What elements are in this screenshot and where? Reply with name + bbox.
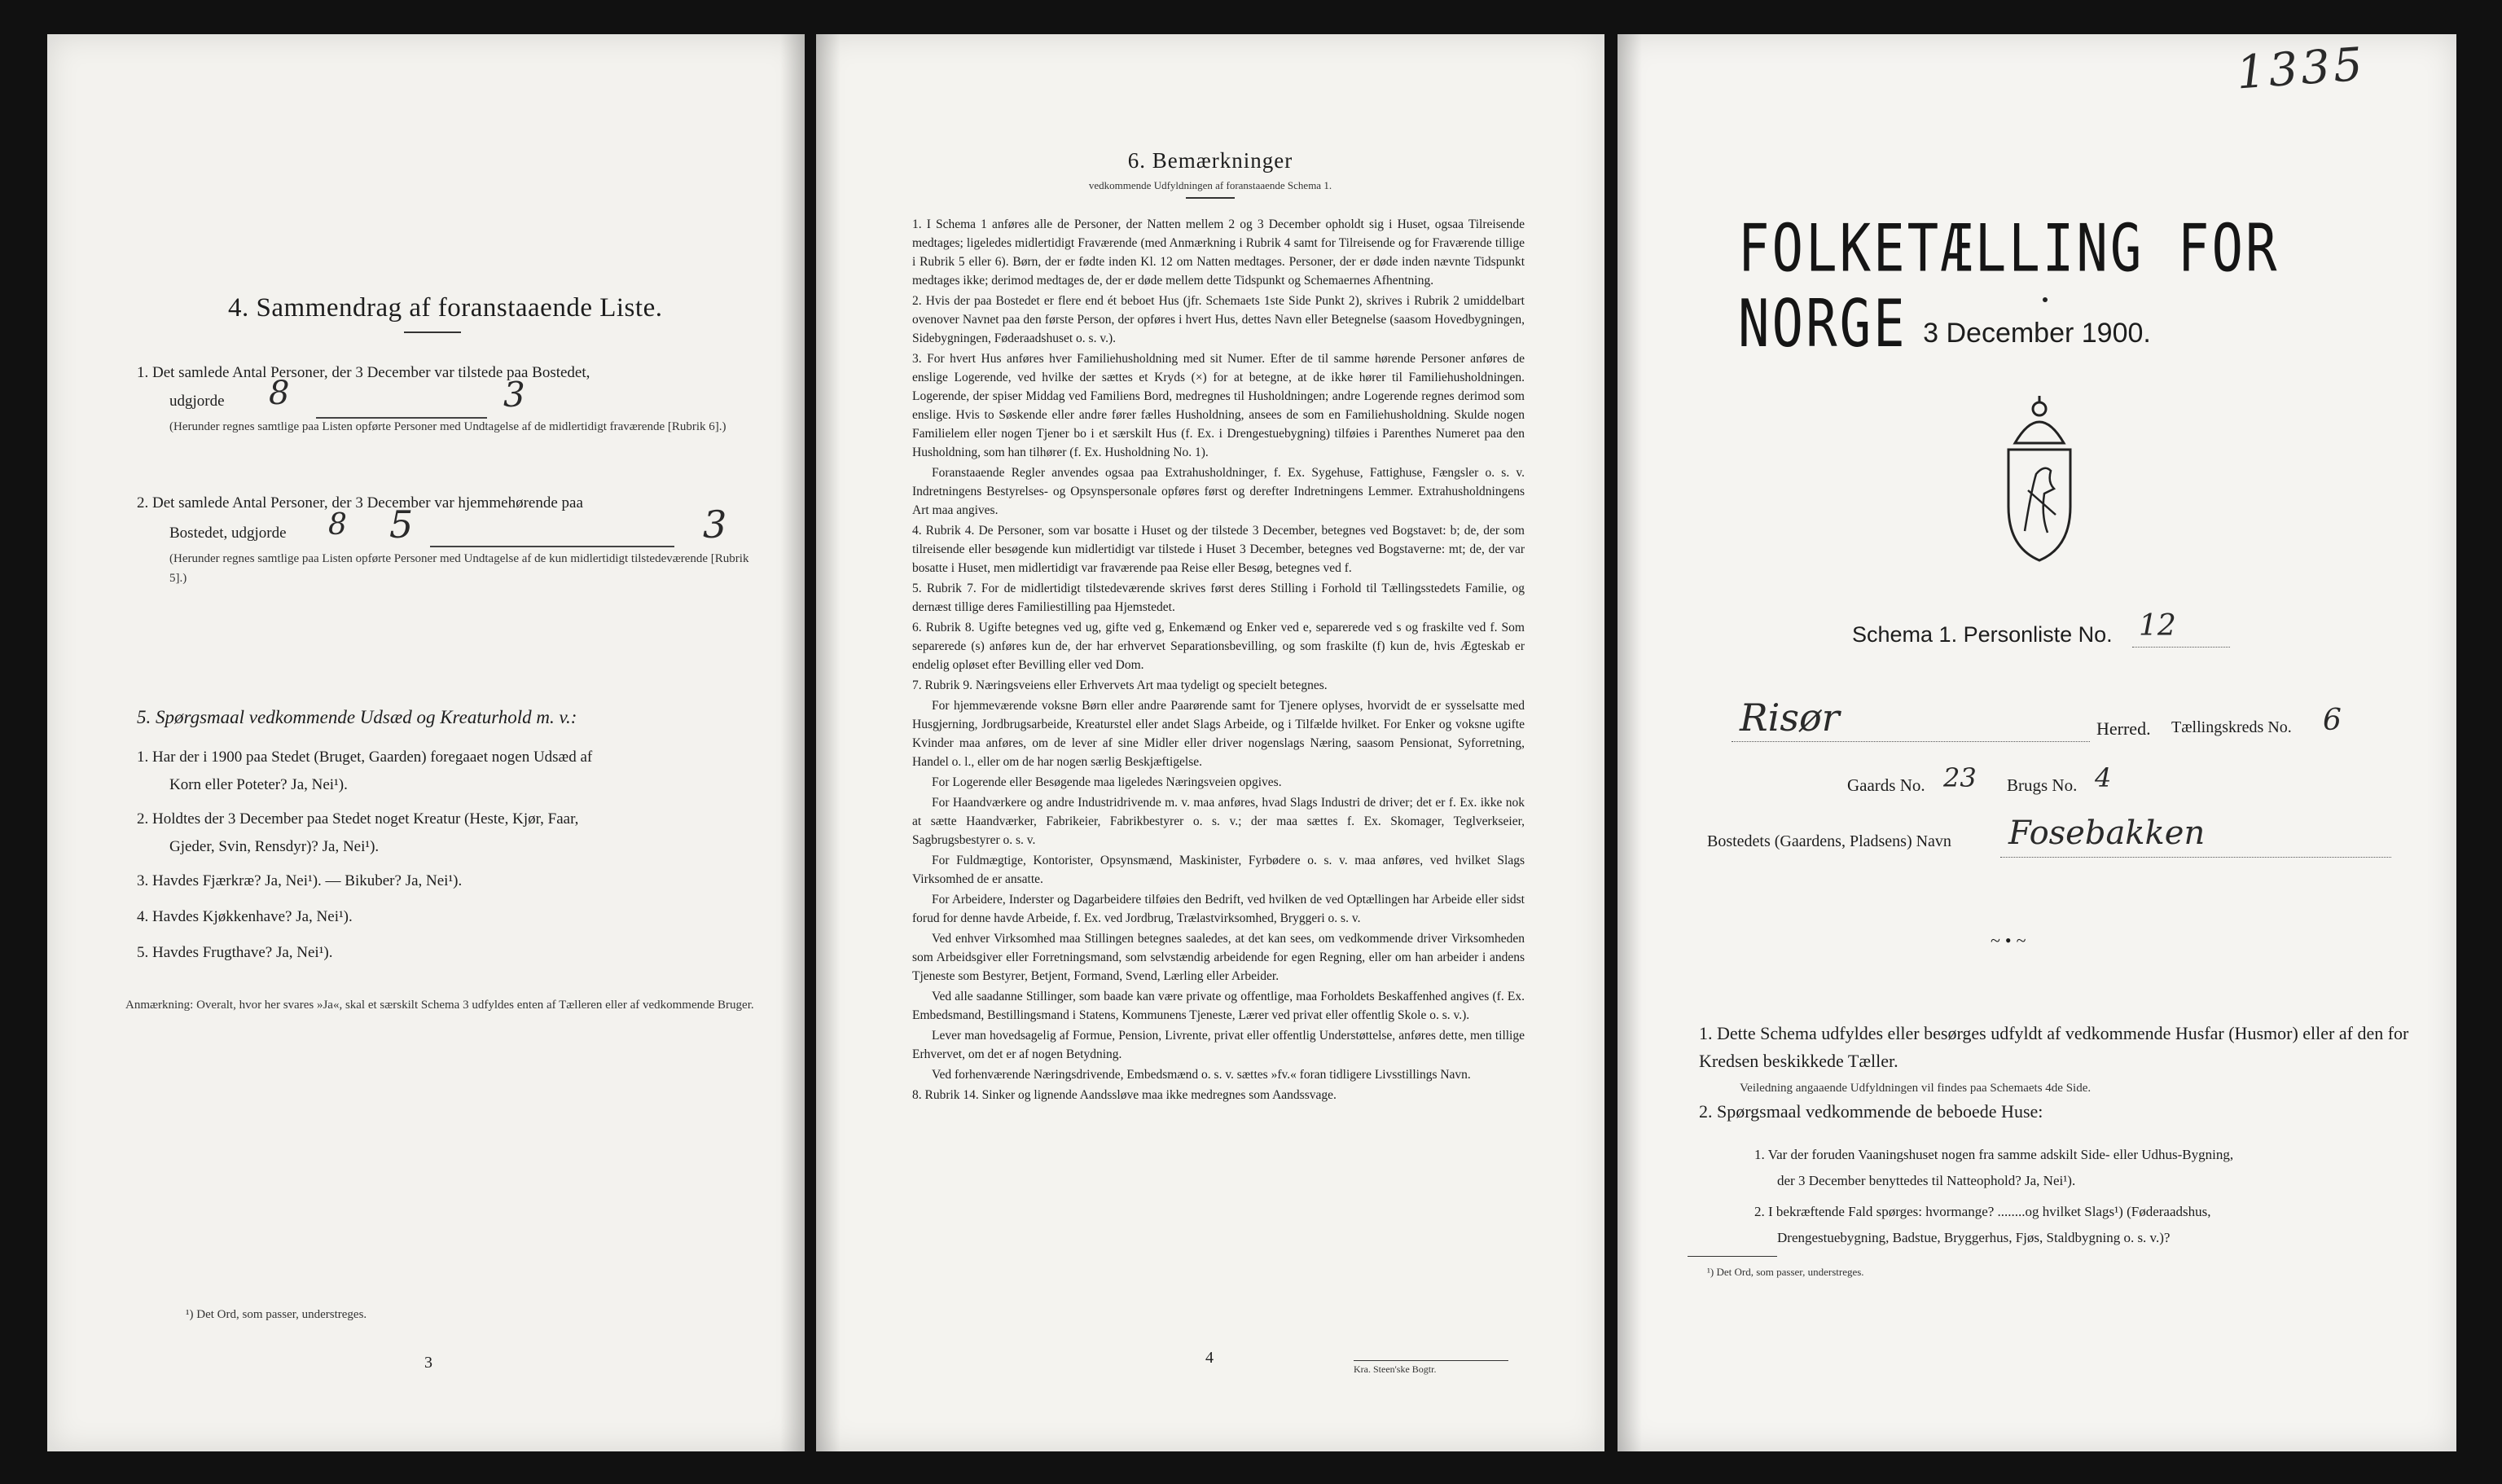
fill-line [1732, 741, 2090, 742]
summary-title: 4. Sammendrag af foranstaaende Liste. [228, 293, 663, 323]
printer-credit: Kra. Steen'ske Bogtr. [1354, 1363, 1437, 1375]
remark-7-e: For Arbeidere, Inderster og Dagarbeidere tilføies den Bedrift, ved hvilken de ved Optællingen har Arbeide eller sidst forud for denne havde Arbeide, f. Ex. ved Jordbrug, Trælastvirksomhed, Bryggeri o. s. v. [912, 893, 1525, 925]
remark-7-f: Ved enhver Virksomhed maa Stillingen betegnes saaledes, at det kan sees, om vedkommende driver Virksomheden som Arbeidsgiver eller Forretningsmand, som selvstændig arbeidende for egen Regning, eller om han arbeider i andens Tjeneste som Bestyrer, Betjent, Formand, Svend, Lærling eller Arbeider. [912, 932, 1525, 983]
summary-item-2-note: (Herunder regnes samtlige paa Listen opførte Personer med Undtagelse af de kun midlertidigt tilstedeværende [Rubrik 5].) [169, 552, 749, 585]
page-middle [816, 34, 1604, 1451]
coat-of-arms-icon [1991, 393, 2088, 564]
form-title: FOLKETÆLLING FOR NORGE [1738, 212, 2280, 362]
kreds-number: 6 [2323, 704, 2342, 737]
livestock-q2: 2. Holdtes der 3 December paa Stedet noget Kreatur (Heste, Kjør, Faar, [137, 810, 579, 828]
remark-4: 4. Rubrik 4. De Personer, som var bosatte i Huset og der tilstede 3 December, betegnes ved Bogstavet: b; de, der som tilreisende eller besøgende kun midlertidigt var tilstede i Huset 3 December, betegnes ved Bogstaverne: mt; de, der var bosatte i Huset, men midlertidigt var fraværende paa Reise eller Besøg, betegnes ved f. [912, 524, 1525, 575]
remark-7-a: For hjemmeværende voksne Børn eller andre Paarørende samt for Tjenere oplyses, hvorvidt de er sysselsatte med Husgjerning, Jordbrugsarbeide, Kreaturstel eller andet Slags Arbeide, og i Tilfælde hvilket. For Enker og voksne ugifte Kvinder maa anføres, om de lever af sine Midler eller driver nogenslags Næring, saasom Pensionat, Syforretning, Handel o. l., eller om de har nogen særlig Beskjæftigelse. [912, 699, 1525, 769]
instruction-1-note: Veiledning angaaende Udfyldningen vil findes paa Schemaets 4de Side. [1740, 1082, 2092, 1095]
remark-3: 3. For hvert Hus anføres hver Familiehusholdning med sit Numer. Efter de til samme hørende Personer anføres de enslige Logerende, ved hvilke der sættes et Kryds (×) for at betegne, at de ikke hører til Familiehusholdningen. Logerende, der spiser Middag ved Familiens Bord, medregnes til Husholdningen; andre Logerende regnes derimod som enslige. Hvis to Søskende eller andre fører fælles Husholdning, ansees de som en Familiehusholdning. Skulde nogen Familielem eller nogen Tjener bo i et særskilt Hus (f. Ex. i Drengestuebygning) tilføies i Parenthes Numeret paa den Husholdning, som han tilhører (f. Ex. Husholdning No. 1). [912, 352, 1525, 459]
annotation-note: Anmærkning: Overalt, hvor her svares »Ja«, skal et særskilt Schema 3 udfyldes enten af Tælleren eller af vedkommende Bruger. [125, 999, 754, 1012]
house-q2-detail: Drengestuebygning, Badstue, Bryggerhus, Fjøs, Staldbygning o. s. v.)? [1777, 1230, 2171, 1245]
livestock-title: 5. Spørgsmaal vedkommende Udsæd og Kreaturhold m. v.: [137, 707, 577, 727]
divider [1354, 1360, 1508, 1361]
gaards-number: 23 [1943, 762, 1977, 793]
personliste-number: 12 [2139, 609, 2176, 643]
summary-item-1-note: (Herunder regnes samtlige paa Listen opførte Personer med Undtagelse af de midlertidigt fraværende [Rubrik 6].) [169, 420, 726, 433]
footnote: ¹) Det Ord, som passer, understreges. [186, 1308, 367, 1321]
livestock-q1-answer: Korn eller Poteter? Ja, Nei¹). [169, 776, 348, 793]
remark-7: 7. Rubrik 9. Næringsveiens eller Erhvervets Art maa tydeligt og specielt betegnes. [912, 678, 1328, 692]
handwritten-stroke [430, 546, 674, 547]
handwritten-resident-count: 8 [328, 508, 347, 542]
page-number: 4 [1205, 1349, 1214, 1367]
summary-item-2: 2. Det samlede Antal Personer, der 3 December var hjemmehørende paa [137, 494, 583, 511]
herred-label: Herred. [2096, 718, 2151, 739]
fill-line [2000, 857, 2391, 858]
page-left [47, 34, 805, 1451]
bosted-name: Fosebakken [2008, 814, 2206, 852]
instruction-2: 2. Spørgsmaal vedkommende de beboede Huse: [1699, 1101, 2043, 1122]
house-q1-answer: der 3 December benyttedes til Natteophold? Ja, Nei¹). [1777, 1173, 2076, 1188]
summary-item-1-label: udgjorde [169, 393, 225, 410]
handwritten-present-count: 8 [269, 375, 290, 412]
house-q2: 2. I bekræftende Fald spørges: hvormange? ........og hvilket Slags¹) (Føderaadshus, [1754, 1204, 2211, 1219]
remark-7-b: For Logerende eller Besøgende maa ligeledes Næringsveien opgives. [932, 775, 1282, 789]
remark-1: 1. I Schema 1 anføres alle de Personer, der Natten mellem 2 og 3 December opholdt sig i Huset, ogsaa Tilreisende medtages; ligeledes midlertidigt Fraværende (med Anmærkning i Rubrik 4 samt for Tilreisende og for Fraværende tillige i Rubrik 5 eller 6). Børn, der er fødte inden Kl. 12 om Natten medtages. Personer, der er døde inden nævnte Tidspunkt medtages ikke; derimod medtages de, der er døde mellem dette Tidspunkt og Schemaernes Afhentning. [912, 217, 1525, 288]
summary-item-2-label: Bostedet, udgjorde [169, 525, 287, 542]
livestock-q2-answer: Gjeder, Svin, Rensdyr)? Ja, Nei¹). [169, 838, 380, 855]
archive-number: 1335 [2234, 37, 2368, 100]
summary-item-1: 1. Det samlede Antal Personer, der 3 December var tilstede paa Bostedet, [137, 364, 590, 381]
remark-8: 8. Rubrik 14. Sinker og lignende Aandssløve maa ikke medregnes som Aandssvage. [912, 1088, 1337, 1102]
livestock-q3: 3. Havdes Fjærkræ? Ja, Nei¹). — Bikuber? Ja, Nei¹). [137, 872, 463, 889]
livestock-q1: 1. Har der i 1900 paa Stedet (Bruget, Gaarden) foregaaet nogen Udsæd af [137, 749, 593, 766]
livestock-q4: 4. Havdes Kjøkkenhave? Ja, Nei¹). [137, 908, 353, 925]
remark-2: 2. Hvis der paa Bostedet er flere end ét beboet Hus (jfr. Schemaets 1ste Side Punkt 2), skrives i Rubrik 2 umiddelbart ovenover Navnet paa den første Person, der opføres i hvert Hus, dettes Navn eller Betegnelse (saasom Hovedbygningen, Sidebygningen, Føderaadshuset o. s. v.). [912, 294, 1525, 345]
remark-5: 5. Rubrik 7. For de midlertidigt tilstedeværende skrives først deres Stilling i Forhold til Tællingsstedets Familie, og dernæst tillige deres Familiestilling paa Hjemstedet. [912, 582, 1525, 614]
divider [1186, 197, 1235, 199]
livestock-q5: 5. Havdes Frugthave? Ja, Nei¹). [137, 944, 333, 961]
remarks-subtitle: vedkommende Udfyldningen af foranstaaende Schema 1. [1088, 179, 1332, 191]
schema-line: Schema 1. Personliste No. [1852, 622, 2113, 647]
remarks-title: 6. Bemærkninger [1127, 148, 1293, 173]
page-right [1618, 34, 2456, 1451]
gaards-label: Gaards No. [1847, 775, 1925, 795]
fill-line [2132, 647, 2230, 648]
remark-7-h: Lever man hovedsagelig af Formue, Pension, Livrente, privat eller offentlig Understøttelse, anføres dette, men tillige Erhvervet, om det er af nogen Betydning. [912, 1029, 1525, 1061]
brugs-label: Brugs No. [2007, 775, 2078, 795]
herred-name: Risør [1740, 696, 1840, 740]
instruction-1: 1. Dette Schema udfyldes eller besørges udfyldt af vedkommende Husfar (Husmor) eller af den for Kredsen beskikkede Tæller. [1699, 1023, 2409, 1071]
divider [1688, 1256, 1777, 1257]
remarks-list [912, 215, 1525, 1106]
page-number: 3 [424, 1354, 432, 1372]
remark-7-d: For Fuldmægtige, Kontorister, Opsynsmænd, Maskinister, Fyrbødere o. s. v. maa anføres, ved hvilket Slags Virksomhed de er ansatte. [912, 854, 1525, 886]
house-q1: 1. Var der foruden Vaaningshuset nogen fra samme adskilt Side- eller Udhus-Bygning, [1754, 1147, 2234, 1162]
handwritten-resident-men: 5 [389, 503, 414, 547]
remark-6: 6. Rubrik 8. Ugifte betegnes ved ug, gifte ved g, Enkemænd og Enker ved e, separerede ved s og fraskilte ved f. Som separerede (s) anføres kun de, der har erhvervet Separationsbevilling, og som fraskilte (f) kun de, hvis Ægteskab er endelig opløset efter Bevilling eller ved Dom. [912, 621, 1525, 672]
bosted-label: Bostedets (Gaardens, Pladsens) Navn [1707, 832, 1951, 850]
handwritten-resident-women: 3 [703, 503, 727, 547]
brugs-number: 4 [2095, 762, 2112, 793]
kreds-label: Tællingskreds No. [2171, 718, 2292, 736]
handwritten-present-women: 3 [503, 375, 525, 415]
remark-7-i: Ved forhenværende Næringsdrivende, Embedsmænd o. s. v. sættes »fv.« foran tidligere Livsstillings Navn. [932, 1068, 1471, 1082]
census-date: 3 December 1900. [1923, 318, 2151, 349]
ornament: ~•~ [1991, 930, 2031, 951]
footnote: ¹) Det Ord, som passer, understreges. [1707, 1266, 1864, 1278]
dot [2043, 297, 2048, 302]
remark-7-c: For Haandværkere og andre Industridrivende m. v. maa anføres, hvad Slags Industri de driver; det er f. Ex. ikke nok at sætte Haandværker, Fabrikeier, Fabrikbestyrer o. s. v.; der maa sættes f. Ex. Skomager, Teglverkseier, Sagbrugsbestyrer o. s. v. [912, 796, 1525, 847]
remark-3-extra: Foranstaaende Regler anvendes ogsaa paa Extrahusholdninger, f. Ex. Sygehuse, Fattighuse, Fængsler o. s. v. Indretningens Bestyrelses- og Opsynspersonale opføres først og derefter Indretningens Lemmer. Extrahusholdningens Art maa angives. [912, 466, 1525, 517]
remark-7-g: Ved alle saadanne Stillinger, som baade kan være private og offentlige, maa Forholdets Beskaffenhed angives (f. Ex. Embedsmand, Bestillingsmand i Statens, Kommunens Tjeneste, Lærer ved privat eller offentlig Skole o. s. v.). [912, 990, 1525, 1022]
divider [404, 331, 461, 333]
